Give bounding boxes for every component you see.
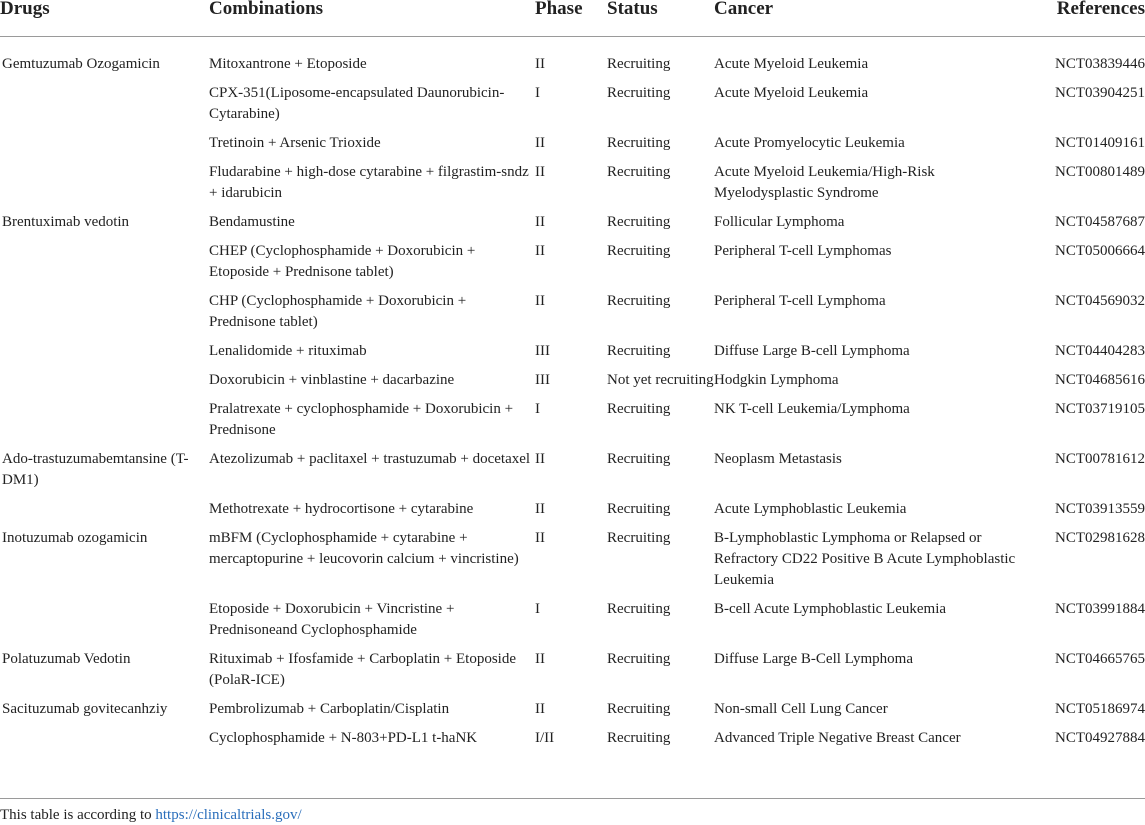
table-row bbox=[0, 154, 1145, 204]
drug-cell bbox=[0, 233, 209, 283]
table-row bbox=[0, 441, 1145, 491]
reference-cell: NCT04685616 bbox=[1055, 372, 1145, 388]
reference-cell: NCT03719105 bbox=[1055, 401, 1145, 417]
status-cell: Recruiting bbox=[607, 243, 671, 259]
combination-cell: mBFM (Cyclophosphamide + cytarabine + mercaptopurine + leucovorin calcium + vincristine) bbox=[209, 530, 519, 567]
phase-cell: II bbox=[535, 501, 545, 517]
drug-cell bbox=[0, 362, 209, 391]
table-row bbox=[0, 283, 1145, 333]
drug-cell: Sacituzumab govitecanhziy bbox=[2, 701, 168, 717]
status-cell: Recruiting bbox=[607, 135, 671, 151]
drug-cell bbox=[0, 591, 209, 641]
drug-cell: Inotuzumab ozogamicin bbox=[2, 530, 148, 546]
drug-cell: Brentuximab vedotin bbox=[2, 214, 130, 230]
reference-cell: NCT04665765 bbox=[1055, 651, 1145, 667]
drug-cell: Polatuzumab Vedotin bbox=[2, 651, 131, 667]
table-row bbox=[0, 204, 1145, 233]
phase-cell: II bbox=[535, 164, 545, 180]
cancer-cell: Follicular Lymphoma bbox=[714, 214, 845, 230]
header-cancer: Cancer bbox=[714, 0, 1034, 37]
reference-cell: NCT03839446 bbox=[1055, 56, 1145, 72]
phase-cell: II bbox=[535, 243, 545, 259]
status-cell: Recruiting bbox=[607, 214, 671, 230]
phase-cell: II bbox=[535, 701, 545, 717]
phase-cell: II bbox=[535, 451, 545, 467]
combination-cell: Mitoxantrone + Etoposide bbox=[209, 56, 367, 72]
header-phase: Phase bbox=[535, 0, 607, 37]
phase-cell: I/II bbox=[535, 730, 555, 746]
status-cell: Recruiting bbox=[607, 530, 671, 546]
reference-cell: NCT00781612 bbox=[1055, 451, 1145, 467]
header-drugs: Drugs bbox=[0, 0, 209, 37]
cancer-cell: Neoplasm Metastasis bbox=[714, 451, 842, 467]
combination-cell: Fludarabine + high-dose cytarabine + filgrastim-sndz + idarubicin bbox=[209, 164, 529, 201]
drug-cell bbox=[0, 283, 209, 333]
drug-cell bbox=[0, 491, 209, 520]
status-cell: Recruiting bbox=[607, 651, 671, 667]
combination-cell: Tretinoin + Arsenic Trioxide bbox=[209, 135, 381, 151]
phase-cell: II bbox=[535, 135, 545, 151]
drug-cell: Ado-trastuzumabemtansine (T-DM1) bbox=[2, 451, 189, 488]
status-cell: Recruiting bbox=[607, 293, 671, 309]
table-row bbox=[0, 691, 1145, 720]
cancer-cell: Peripheral T-cell Lymphomas bbox=[714, 243, 892, 259]
phase-cell: II bbox=[535, 530, 545, 546]
table-header bbox=[0, 0, 1145, 37]
reference-cell: NCT05006664 bbox=[1055, 243, 1145, 259]
status-cell: Recruiting bbox=[607, 501, 671, 517]
drug-cell bbox=[0, 333, 209, 362]
table-row bbox=[0, 491, 1145, 520]
cancer-cell: Diffuse Large B-Cell Lymphoma bbox=[714, 651, 913, 667]
clinicaltrials-link[interactable]: https://clinicaltrials.gov/ bbox=[155, 807, 302, 823]
status-cell: Recruiting bbox=[607, 164, 671, 180]
phase-cell: III bbox=[535, 343, 550, 359]
table-row bbox=[0, 362, 1145, 391]
cancer-cell: Non-small Cell Lung Cancer bbox=[714, 701, 888, 717]
table-row bbox=[0, 520, 1145, 591]
reference-cell: NCT04927884 bbox=[1055, 730, 1145, 746]
reference-cell: NCT03991884 bbox=[1055, 601, 1145, 617]
drug-cell bbox=[0, 125, 209, 154]
combination-cell: Doxorubicin + vinblastine + dacarbazine bbox=[209, 372, 455, 388]
reference-cell: NCT03913559 bbox=[1055, 501, 1145, 517]
status-cell: Recruiting bbox=[607, 701, 671, 717]
footnote-text: This table is according to bbox=[0, 807, 156, 823]
phase-cell: III bbox=[535, 372, 550, 388]
drug-cell bbox=[0, 720, 209, 749]
drug-cell bbox=[0, 75, 209, 125]
table-footnote bbox=[0, 805, 302, 825]
combination-cell: Pembrolizumab + Carboplatin/Cisplatin bbox=[209, 701, 450, 717]
drug-cell: Gemtuzumab Ozogamicin bbox=[2, 56, 160, 72]
status-cell: Recruiting bbox=[607, 730, 671, 746]
phase-cell: I bbox=[535, 401, 540, 417]
cancer-cell: Acute Myeloid Leukemia bbox=[714, 56, 869, 72]
table-row bbox=[0, 720, 1145, 749]
combination-cell: CPX-351(Liposome-encapsulated Daunorubicin-Cytarabine) bbox=[209, 85, 505, 122]
reference-cell: NCT04587687 bbox=[1055, 214, 1145, 230]
cancer-cell: Acute Myeloid Leukemia/High-Risk Myelodysplastic Syndrome bbox=[714, 164, 935, 201]
table-row bbox=[0, 641, 1145, 691]
combination-cell: Methotrexate + hydrocortisone + cytarabine bbox=[209, 501, 474, 517]
table-row bbox=[0, 75, 1145, 125]
combination-cell: CHP (Cyclophosphamide + Doxorubicin + Prednisone tablet) bbox=[209, 293, 467, 330]
reference-cell: NCT03904251 bbox=[1055, 85, 1145, 101]
status-cell: Recruiting bbox=[607, 451, 671, 467]
phase-cell: II bbox=[535, 651, 545, 667]
combination-cell: Atezolizumab + paclitaxel + trastuzumab + docetaxel bbox=[209, 451, 531, 467]
table-row bbox=[0, 333, 1145, 362]
cancer-cell: Acute Promyelocytic Leukemia bbox=[714, 135, 905, 151]
status-cell: Recruiting bbox=[607, 401, 671, 417]
combination-cell: Bendamustine bbox=[209, 214, 295, 230]
header-references: References bbox=[1034, 0, 1145, 37]
cancer-cell: Hodgkin Lymphoma bbox=[714, 372, 839, 388]
cancer-cell: B-cell Acute Lymphoblastic Leukemia bbox=[714, 601, 947, 617]
table-row bbox=[0, 591, 1145, 641]
cancer-cell: NK T-cell Leukemia/Lymphoma bbox=[714, 401, 910, 417]
reference-cell: NCT00801489 bbox=[1055, 164, 1145, 180]
header-status: Status bbox=[607, 0, 714, 37]
reference-cell: NCT05186974 bbox=[1055, 701, 1145, 717]
phase-cell: I bbox=[535, 85, 540, 101]
cancer-cell: Acute Lymphoblastic Leukemia bbox=[714, 501, 907, 517]
combination-cell: CHEP (Cyclophosphamide + Doxorubicin + Etoposide + Prednisone tablet) bbox=[209, 243, 476, 280]
phase-cell: II bbox=[535, 293, 545, 309]
phase-cell: II bbox=[535, 214, 545, 230]
combination-cell: Rituximab + Ifosfamide + Carboplatin + Etoposide (PolaR-ICE) bbox=[209, 651, 516, 688]
table-row bbox=[0, 37, 1145, 76]
reference-cell: NCT01409161 bbox=[1055, 135, 1145, 151]
table-row bbox=[0, 391, 1145, 441]
table-bottom-rule bbox=[0, 798, 1145, 799]
cancer-cell: Diffuse Large B-cell Lymphoma bbox=[714, 343, 910, 359]
cancer-cell: Advanced Triple Negative Breast Cancer bbox=[714, 730, 961, 746]
header-combinations: Combinations bbox=[209, 0, 535, 37]
phase-cell: I bbox=[535, 601, 540, 617]
phase-cell: II bbox=[535, 56, 545, 72]
reference-cell: NCT04404283 bbox=[1055, 343, 1145, 359]
combination-cell: Lenalidomide + rituximab bbox=[209, 343, 367, 359]
combination-cell: Pralatrexate + cyclophosphamide + Doxorubicin + Prednisone bbox=[209, 401, 514, 438]
table-body bbox=[0, 37, 1145, 750]
combination-cell: Etoposide + Doxorubicin + Vincristine + Prednisoneand Cyclophosphamide bbox=[209, 601, 455, 638]
status-cell: Recruiting bbox=[607, 56, 671, 72]
table-row bbox=[0, 233, 1145, 283]
status-cell: Recruiting bbox=[607, 85, 671, 101]
cancer-cell: Peripheral T-cell Lymphoma bbox=[714, 293, 886, 309]
combination-cell: Cyclophosphamide + N-803+PD-L1 t-haNK bbox=[209, 730, 478, 746]
status-cell: Recruiting bbox=[607, 343, 671, 359]
drug-cell bbox=[0, 391, 209, 441]
reference-cell: NCT02981628 bbox=[1055, 530, 1145, 546]
drug-cell bbox=[0, 154, 209, 204]
table-row bbox=[0, 125, 1145, 154]
status-cell: Recruiting bbox=[607, 601, 671, 617]
cancer-cell: B-Lymphoblastic Lymphoma or Relapsed or Refractory CD22 Positive B Acute Lymphoblastic Leukemia bbox=[714, 530, 1016, 588]
cancer-cell: Acute Myeloid Leukemia bbox=[714, 85, 869, 101]
header-row bbox=[0, 0, 1145, 37]
status-cell: Not yet recruiting bbox=[607, 372, 714, 388]
reference-cell: NCT04569032 bbox=[1055, 293, 1145, 309]
